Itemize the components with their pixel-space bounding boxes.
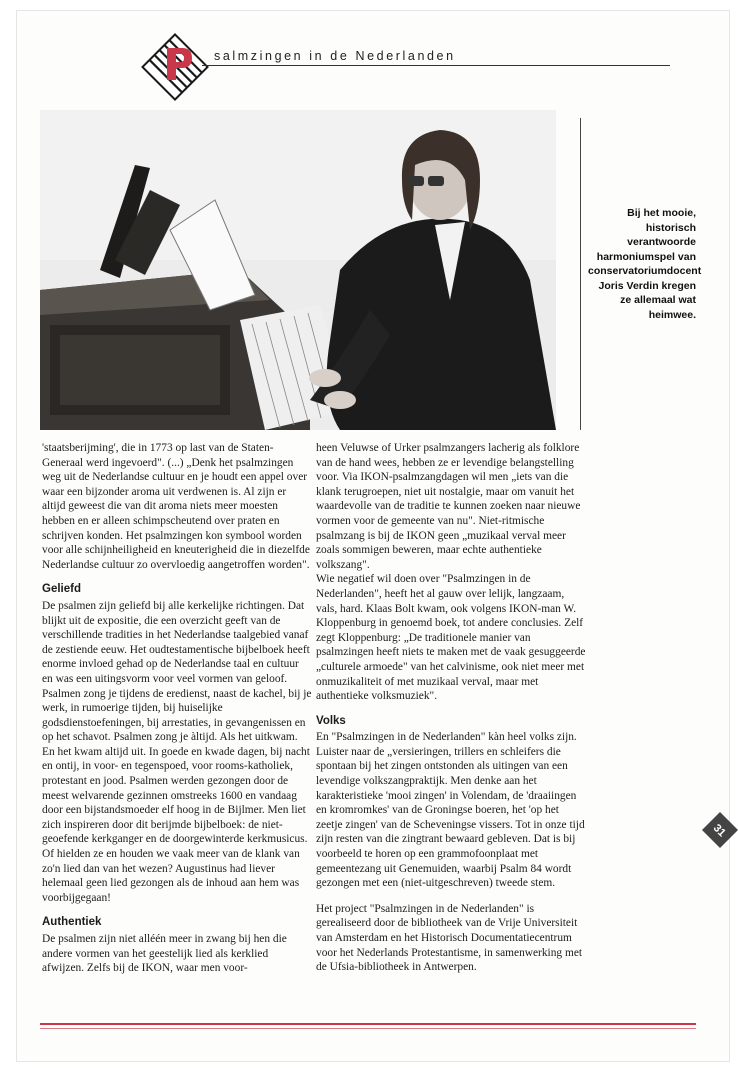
- harmonium-player-photo: [40, 110, 556, 430]
- caption-divider: [580, 118, 581, 430]
- right-paragraph-1: heen Veluwse of Urker psalmzangers lacherig als folklore van de hand wees, hebben ze er levendige belangstelling voor. Via IKON-psalmzangdagen wil men „iets van die klank terugroepen, niet uit nostalgie, maar om vanuit het waardevolle van de traditie te kunnen zoeken naar nieuwe vormen voor de gemeente van nu". Niet-ritmische psalmzang is bij de IKON geen „muzikaal verval meer zoals sommigen beweren, maar echte authentieke volkszang".: [316, 442, 581, 571]
- page-number-tab: [700, 810, 738, 850]
- running-title: salmzingen in de Nederlanden: [214, 49, 456, 63]
- right-paragraph-4: Het project "Psalmzingen in de Nederlanden" is gerealiseerd door de bibliotheek van de Vrije Universiteit van Amsterdam en het Historisch Documentatiecentrum voor het Nederlands Protestantisme, in samenwerking met de Ufsia-bibliotheek in Antwerpen.: [316, 902, 583, 974]
- left-paragraph-1: 'staatsberijming', die in 1773 op last van de Staten-Generaal werd ingevoerd". (...) „Denk het psalmzingen weg uit de Nederlandse cultuur en je houdt een appel over waar een bijzonder aroma uit verdwenen is. Al zijn er altijd geweest die van dit aroma niets meer moesten hebben en er alleen schimpscheutend over praten en schrijven konden. Het psalmzingen kon symbool worden voor alle schijnheiligheid en kneuterigheid die in diezelfde Nederlandse cultuur zo overvloedig aangetroffen worden".: [42, 442, 310, 571]
- subheading-authentiek: Authentiek: [42, 916, 102, 929]
- left-column: [42, 441, 312, 976]
- psalm-logo: [138, 30, 212, 104]
- right-paragraph-2: Wie negatief wil doen over "Psalmzingen in de Nederlanden", heeft het al gauw over lelijk, langzaam, vals, hard. Klaas Bolt kwam, ook volgens IKON-man W. Kloppenburg in genoemd boek, tot andere conclusies. Zelf zegt Kloppenburg: „De traditionele manier van psalmzingen heeft niets te maken met de vaak gesuggeerde „culturele armoede" van het calvinisme, ook niet meer met onmuzikaliteit of met muzikaal verval, maar met authentieke volksmuziek".: [316, 573, 586, 703]
- subheading-geliefd: Geliefd: [42, 583, 81, 596]
- right-column: [316, 441, 586, 975]
- left-paragraph-3: De psalmen zijn niet alléén meer in zwang bij hen die andere vormen van het geestelijk lied als kerklied afwijzen. Zelfs bij de IKON, waar men voor-: [42, 933, 287, 975]
- page-number: 31: [710, 822, 728, 840]
- bottom-rule-thin: [40, 1028, 696, 1029]
- header-rule: [202, 65, 670, 66]
- subheading-volks: Volks: [316, 714, 346, 727]
- left-paragraph-2: De psalmen zijn geliefd bij alle kerkelijke richtingen. Dat blijkt uit de expositie, die een overzicht geeft van de verschillende tradities in het Nederlandse taalgebied vanaf de zestiende eeuw. Het oudtestamentische bijbelboek heeft enorme invloed gehad op de Nederlandse taal en cultuur en was een uitingsvorm voor veel vormen van geloof. Psalmen zong je tijdens de eredienst, naast de kachel, bij je werk, in rumoerige tijden, bij huiselijke godsdienstoefeningen, bij arrestaties, in gevangenissen en op het schavot. Psalmen zong je àltijd. Als het uitkwam. En het kwam altijd uit. In goede en kwade dagen, bij nacht en ontij, in voor- en tegenspoed, voor rooms-katholiek, protestant en jood. Psalmen werden gezongen door de meest welvarende gezinnen omstreeks 1600 en vandaag door een bijstandsmoeder elf hoog in de Bijlmer. Men liet zich inspireren door dit berijmde bijbelboek: de niet-geoefende kerkganger en de doorgewinterde kerkmusicus. Of hielden ze en houden we vaak meer van de klank van zo'n lied dan van het wezen? Augustinus had liever helemaal geen lied gezongen als de inhoud aan hem was voorbijgegaan!: [42, 599, 312, 904]
- paragraph-gap: [316, 891, 586, 902]
- bottom-rule: [40, 1023, 696, 1025]
- right-paragraph-3: En "Psalmzingen in de Nederlanden" kàn heel volks zijn. Luister naar de „versieringen, trillers en schleifers die spontaan bij het zingen ontstonden als uitingen van een levendige volkszangpraktijk. Men denke aan het karakteristieke 'mooi zingen' in Volendam, de 'draaiingen en kromromkes' van de Groningse boeren, het 'op het zeetje zingen' van de Scheveningse vissers. Tot in onze tijd zijn resten van die zingtrant bewaard gebleven. Dat is bij voorbeeld te horen op een grammofoonplaat met gemeentezang uit Genemuiden, waarbij Psalm 84 wordt gezongen met een (niet-uitgeschreven) tweede stem.: [316, 731, 585, 890]
- photo-caption: Bij het mooie, historisch verantwoorde harmoniumspel van conservatoriumdocent Joris Verdin kregen ze allemaal wat heimwee.: [588, 207, 702, 321]
